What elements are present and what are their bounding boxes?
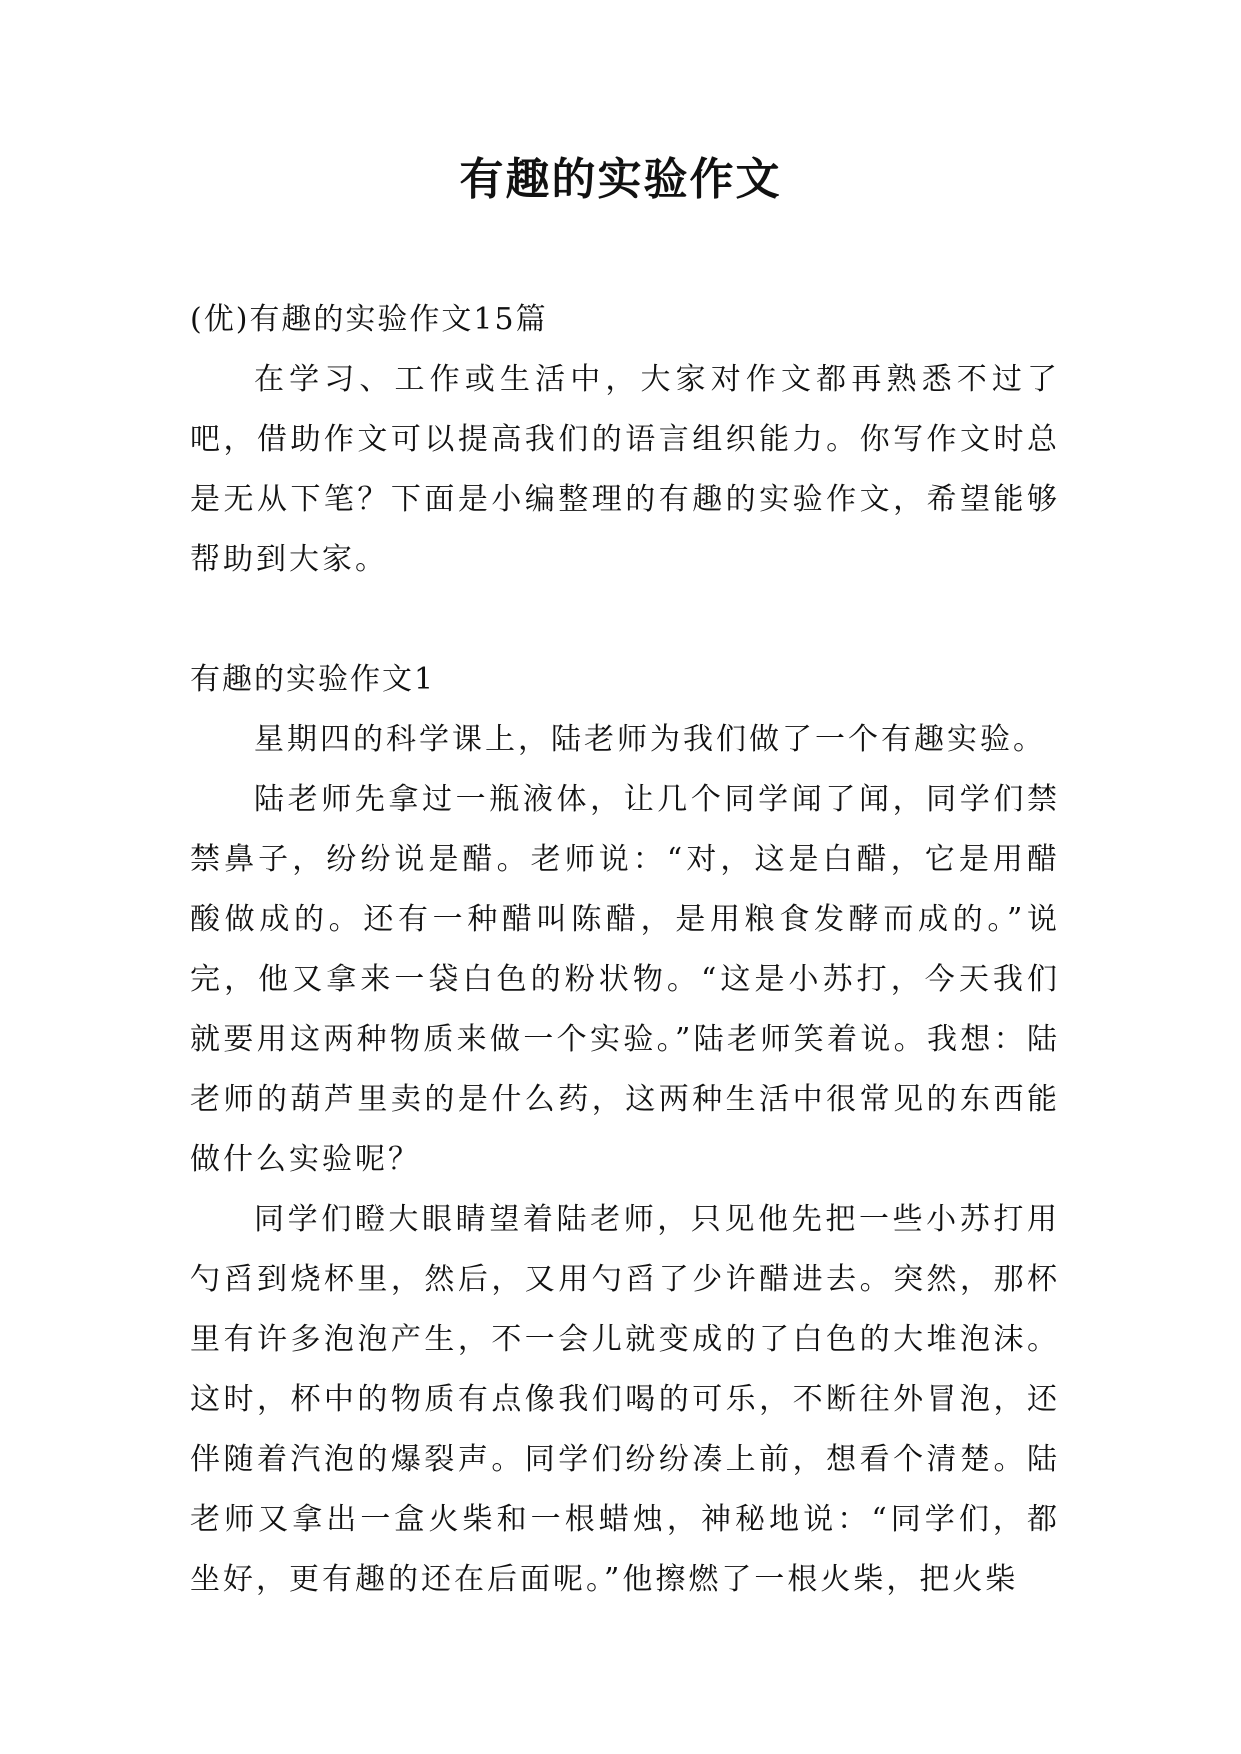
body-paragraph: 陆老师先拿过一瓶液体，让几个同学闻了闻，同学们禁禁鼻子，纷纷说是醋。老师说：“对，这是白醋，它是用醋酸做成的。还有一种醋叫陈醋，是用粮食发酵而成的。”说完，他又拿来一袋白色的粉状物。“这是小苏打，今天我们就要用这两种物质来做一个实验。”陆老师笑着说。我想：陆老师的葫芦里卖的是什么药，这两种生活中很常见的东西能做什么实验呢？: [190, 782, 1060, 1177]
body-paragraph: 同学们瞪大眼睛望着陆老师，只见他先把一些小苏打用勺舀到烧杯里，然后，又用勺舀了少许醋进去。突然，那杯里有许多泡泡产生，不一会儿就变成的了白色的大堆泡沫。这时，杯中的物质有点像我们喝的可乐，不断往外冒泡，还伴随着汽泡的爆裂声。同学们纷纷凑上前，想看个清楚。陆老师又拿出一盒火柴和一根蜡烛，神秘地说：“同学们，都坐好，更有趣的还在后面呢。”他擦燃了一根火柴，把火柴: [190, 1202, 1060, 1597]
intro-paragraph: 在学习、工作或生活中，大家对作文都再熟悉不过了吧，借助作文可以提高我们的语言组织能力。你写作文时总是无从下笔？下面是小编整理的有趣的实验作文，希望能够帮助到大家。: [190, 362, 1060, 577]
body-paragraph: 星期四的科学课上，陆老师为我们做了一个有趣实验。: [254, 722, 1046, 757]
document-subtitle: (优)有趣的实验作文15篇: [190, 302, 548, 337]
document-title: 有趣的实验作文: [459, 154, 782, 205]
section-title: 有趣的实验作文1: [190, 662, 436, 697]
document-body: [190, 290, 1060, 1610]
